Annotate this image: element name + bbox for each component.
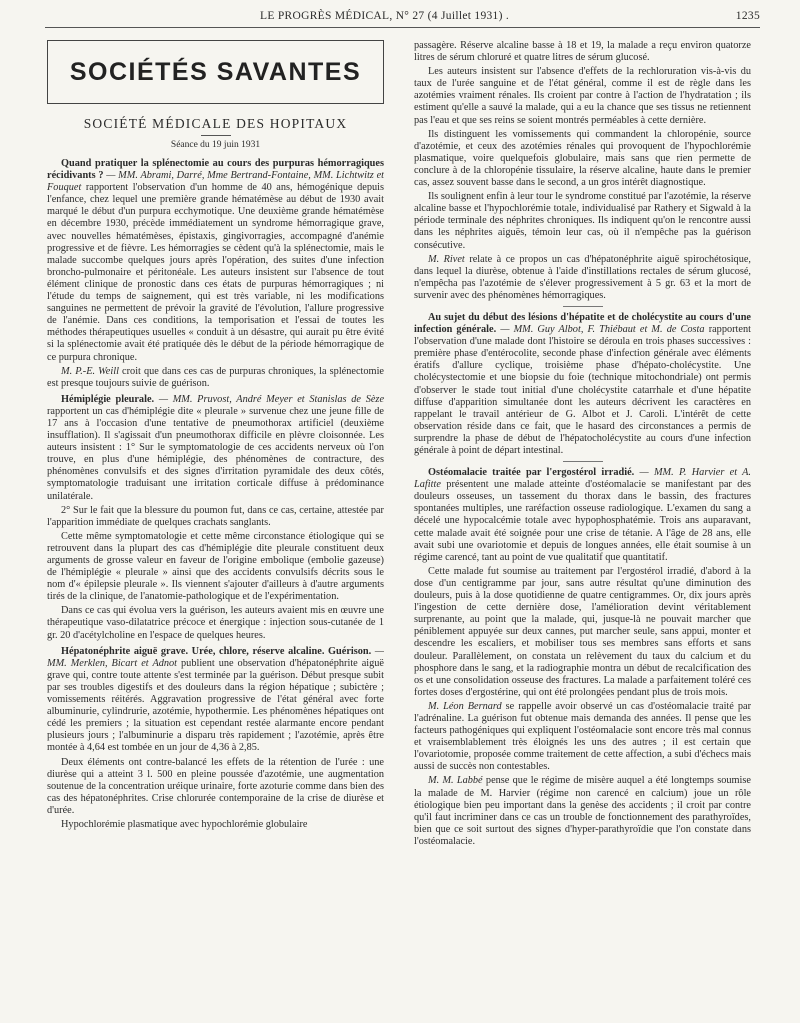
article-hemiplegie xyxy=(47,394,384,503)
journal-title: LE PROGRÈS MÉDICAL, N° 27 (4 Juillet 1931) . xyxy=(260,10,510,22)
article-divider xyxy=(563,461,603,462)
discussion-bernard xyxy=(414,701,751,774)
article-osteomalacie xyxy=(414,467,751,564)
paragraph: Ils distinguent les vomissements qui commandent la chloropénie, source d'azotémie, et ceux des azotémies rénales qui provoquent de l'hypochlorémie plasmatique, voire quelquefois globulaire, mais sans que rien permette de conclure à de la chloropénie tissulaire, la réserve alcaline, haute dans le premier cas, assez souvent basse dans le second, a un gros intérêt diagnostique. xyxy=(414,128,751,189)
article-divider xyxy=(563,306,603,307)
left-column xyxy=(47,40,384,1005)
article-heading: Hémiplégie pleurale. xyxy=(61,393,155,405)
section-title: SOCIÉTÉS SAVANTES xyxy=(69,57,362,86)
article-hepatonephrite xyxy=(47,646,384,755)
article-text: publient une observation d'hépatonéphrite aiguë grave qui, contre toute attente s'est terminée par la guérison. Début presque subit par ses troubles digestifs et des douleurs dans la région hépatique ; subictère ; vomissements réitérés. Aggravation progressive de l'état général avec forte albuminurie, cylindrurie, azotémie, hypothermie. Les phénomènes hépatiques ont cédé les premiers ; la situation est cependant restée alarmante encore pendant plusieurs jours ; l'albuminurie a disparu très rapidement ; l'azotémie, après être montée à 4,64 est tombée en un jour de 4,36 à 2,85. xyxy=(47,657,384,754)
paragraph: Cette même symptomatologie et cette même circonstance étiologique qui se retrouvent dans la plupart des cas d'hémiplégie dite pleurale constituent deux arguments de grosse valeur en faveur de l'origine embolique (embolie gazeuse) de l'hémiplégie « pleurale » ainsi que des accidents convulsifs décrits sous le nom d'« épilepsie pleurale ». Ils viennent s'ajouter d'ailleurs à d'autre arguments tirés de la clinique, de l'anatomie-pathologique et de l'expérimentation. xyxy=(47,530,384,603)
session-date: Séance du 19 juin 1931 xyxy=(170,140,261,150)
discussant-name: M. P.-E. Weill xyxy=(61,365,119,377)
discussion-text: relate à ce propos un cas d'hépatonéphrite aiguë spirochétosique, dans lequel la diurèse, obtenue à l'aide d'instillations rectales de sérum glucosé, n'empêcha pas l'azotémie de s'élever progressivement à 5 gr. 63 et la mort de survenir avec des phénomènes hémorragiques. xyxy=(414,253,751,301)
paragraph: Deux éléments ont contre-balancé les effets de la rétention de l'urée : une diurèse qui a atteint 3 l. 500 en pleine poussée d'azotémie, une augmentation soutenue de la concentration uréique urinaire, forte azoturie comme dans bien des cas des hépatonéphrites. Crise chlorurée contemporaine de la crise de diurèse et d'urée. xyxy=(47,756,384,816)
paragraph: passagère. Réserve alcaline basse à 18 et 19, la malade a reçu environ quatorze litres de sérum chloruré et quatre litres de sérum glucosé. xyxy=(414,40,751,64)
article-text: rapportent l'observation d'un homme de 40 ans, hémogénique depuis l'enfance, chez lequel une première grande hématémèse au début de 1930 avait marqué le début d'un purpura ecchymotique. Une deuxième grande hématémèse en décembre 1930, précède immédiatement un syndrome hémorragique grave, avec nouvelles hématémèses, épistaxis, gingivorragies, accompagné d'anémie progressive et de fièvre. Les hémorragies se cèdent qu'à la splénectomie, mais le malade succombe quelques jours après l'opération, des suites d'une infection broncho-pulmonaire et péritonéale. Les auteurs insistent sur l'absence de tout élément clinique de pronostic dans ces états de purpuras hémorragiques ; ni l'étude du temps de saignement, qui est très variable, ni les modifications sanguines ne permettent de prévoir la gravité de l'évolution, l'allure progressive de l'anémie. Dans ces conditions, la temporisation et l'essai de toutes les méthodes thérapeutiques usuelles « conduit à un désastre, qui aurait pu être évité si la splénectomie avait été pratiquée dès le début de la période hémorragique de ce purpura chronique. xyxy=(47,182,384,363)
right-column xyxy=(414,40,751,1005)
paragraph: 2° Sur le fait que la blessure du poumon fut, dans ce cas, certaine, attestée par l'apparition immédiate de quelques crachats sanglants. xyxy=(47,504,384,528)
discussant-name: M. M. Labbé xyxy=(428,775,483,787)
paragraph: Cette malade fut soumise au traitement par l'ergostérol irradié, d'abord à la dose d'un centigramme par jour, sans autre résultat qu'une diminution des douleurs, puis à la dose quotidienne de quatre centigrammes. Or, dix jours après l'ingestion de cette dernière dose, l'amélioration devint véritablement surprenante, au point que la malade, qui, jusque-là ne pouvait marcher que péniblement appuyée sur deux cannes, put marcher seule, sans appui, monter et descendre les escaliers, et mobiliser tous ses membres sans efforts et sans douleur. Parallèlement, on constata un relèvement du taux du calcium et du phosphore dans le sang, et la radiographie montra un début de recalcification des os et une consolidation osseuse des fractures. La malade a parfaitement toléré ces fortes doses d'ergostérine, qui ont été prolongées pendant plus de trois mois. xyxy=(414,565,751,698)
article-splenectomie xyxy=(47,158,384,364)
article-text: rapportent un cas d'hémiplégie dite « pleurale » survenue chez une jeune fille de 17 ans à l'occasion d'une tentative de pneumothorax artificiel (deuxième insufflation). Il s'agissait d'un pneumothorax difficile en plèvre cloisonnée. Les auteurs insistent : 1° Sur le symptomatologie de ces accidents nerveux où l'on trouve, en plus d'une hémiplégie, des phénomènes de contracture, des phénomènes convulsifs et des signes d'irritation pyramidale des deux côtés, symptomatologie traduisant une irritation corticale diffuse à prédominance unilatérale. xyxy=(47,405,384,502)
paragraph: Ils soulignent enfin à leur tour le syndrome constitué par l'azotémie, la réserve alcaline basse et l'hypochlorémie totale, individualisé par Rathery et Sigwald à la période terminale des néphrites chroniques. Ils indiquent qu'on le rencontre aussi dans les néphrites aiguës, témoin leur cas, où il n'empêche pas la guérison consécutive. xyxy=(414,191,751,251)
running-header xyxy=(45,8,760,28)
article-text: rapportent l'observation d'une malade dont l'histoire se déroula en trois phases successives : première phase d'entérocolite, seconde phase d'infection générale avec éléments ératifs d'allure cyclique, troisième phase d'hépato-cholécystite. Une cholécystectomie et une biopsie du foie (technique mitochondriale) ont permis d'observer le stade tout initial d'une cholécystite catarrhale et d'une hépatite diffuse d'apparition simultanée dont les auteurs décrivent les caractères en rappelant le travail antérieur de G. Albot et J. Caroli. L'intérêt de cette observation réside dans ce fait, que le hasard des circonstances a permis de surprendre la phase de début de l'hépatocholécystite au cours d'une infection générale à point de départ intestinal. xyxy=(414,324,751,456)
article-authors: — MM. P. Harvier et A. Lafitte xyxy=(414,467,751,491)
discussion-labbe xyxy=(414,775,751,848)
page-number: 1235 xyxy=(735,10,760,22)
discussion-text: se rappelle avoir observé un cas d'ostéomalacie traité par l'adrénaline. La guérison fut obtenue mais demanda des années. Il pense que les facteurs pathogéniques qui expliquent l'ostéomalacie sont encore très mal connus et vraisemblablement très éloignés les uns des autres ; il est certain que l'ovariotomie, proposée comme traitement de cette affection, a subi d'échecs mais aussi de succès non contestables. xyxy=(414,700,751,773)
article-heading: Ostéomalacie traitée par l'ergostérol irradié. xyxy=(428,467,635,479)
article-authors: — MM. Merklen, Bicart et Adnot xyxy=(47,645,384,669)
article-text: présentent une malade atteinte d'ostéomalacie se manifestant par des douleurs osseuses, un tassement du thorax dans le bassin, des fractures spontanées multiples, une raréfaction osseuse radiologique. L'examen du sang a décelé une hypocalcémie totale avec hypophosphatémie. Trois ans auparavant, cette malade avait été soignée pour une crise de tétanie. A l'âge de 28 ans, elle avait subi une ovariotomie et depuis de longues années, elle était soumise à un régime carencé, tant au point de vue qualitatif que quantitatif. xyxy=(414,479,751,563)
article-heading: Au sujet du début des lésions d'hépatite et de cholécystite au cours d'une infection générale. xyxy=(414,311,751,336)
discussion-weill xyxy=(47,366,384,390)
society-title: SOCIÉTÉ MÉDICALE DES HOPITAUX xyxy=(83,116,348,131)
article-hepatite xyxy=(414,312,751,457)
discussant-name: M. Léon Bernard xyxy=(428,700,502,712)
section-title-box xyxy=(47,40,384,104)
article-authors: — MM. Pruvost, André Meyer et Stanislas de Sèze xyxy=(158,393,384,405)
paragraph: Hypochlorémie plasmatique avec hypochlorémie globulaire xyxy=(61,818,308,830)
header-rule xyxy=(45,27,760,28)
paragraph: Dans ce cas qui évolua vers la guérison, les auteurs avaient mis en œuvre une thérapeutique vaso-dilatatrice précoce et énergique : injection sous-cutanée de 1 gr. 20 d'acétylcholine en l'espace de quelques heures. xyxy=(47,605,384,641)
discussion-rivet xyxy=(414,254,751,302)
society-divider xyxy=(201,135,231,136)
paragraph: Les auteurs insistent sur l'absence d'effets de la rechloruration vis-à-vis du taux de l'urée sanguine et de l'état général, comme il est de règle dans les azotémies vraiment rénales. Ils croient par contre à l'action de l'hydratation ; ils estiment qu'elle a sauvé la malade, qui a eu la chance que ses tissus ne retiennent pas l'eau et que ses reins se soient montrés perméables à cette dernière. xyxy=(414,66,751,126)
article-heading: Quand pratiquer la splénectomie au cours des purpuras hémorragiques récidivants ? xyxy=(47,158,384,182)
discussion-text: croit que dans ces cas de purpuras chroniques, la splénectomie est presque toujours suivie de guérison. xyxy=(47,365,384,389)
article-authors: — MM. Abrami, Darré, Mme Bertrand-Fontaine, MM. Lichtwitz et Fouquet xyxy=(47,170,384,194)
article-heading: Hépatonéphrite aiguë grave. Urée, chlore, réserve alcaline. Guérison. xyxy=(61,645,372,657)
discussant-name: M. Rivet xyxy=(428,253,465,265)
article-authors: — MM. Guy Albot, F. Thiébaut et M. de Costa xyxy=(500,324,705,336)
discussion-text: pense que le régime de misère auquel a été longtemps soumise la malade de M. Harvier (régime non carencé en calcium) joue un rôle étiologique bien peu important dans la genèse des accidents ; il croit par contre qu'il faut incriminer dans ce cas un trouble de fonctionnement des parathyroïdes, bien que ce soit surtout des signes d'hyper-parathyroïdie que l'on constate dans l'ostéomalacie. xyxy=(414,775,751,847)
